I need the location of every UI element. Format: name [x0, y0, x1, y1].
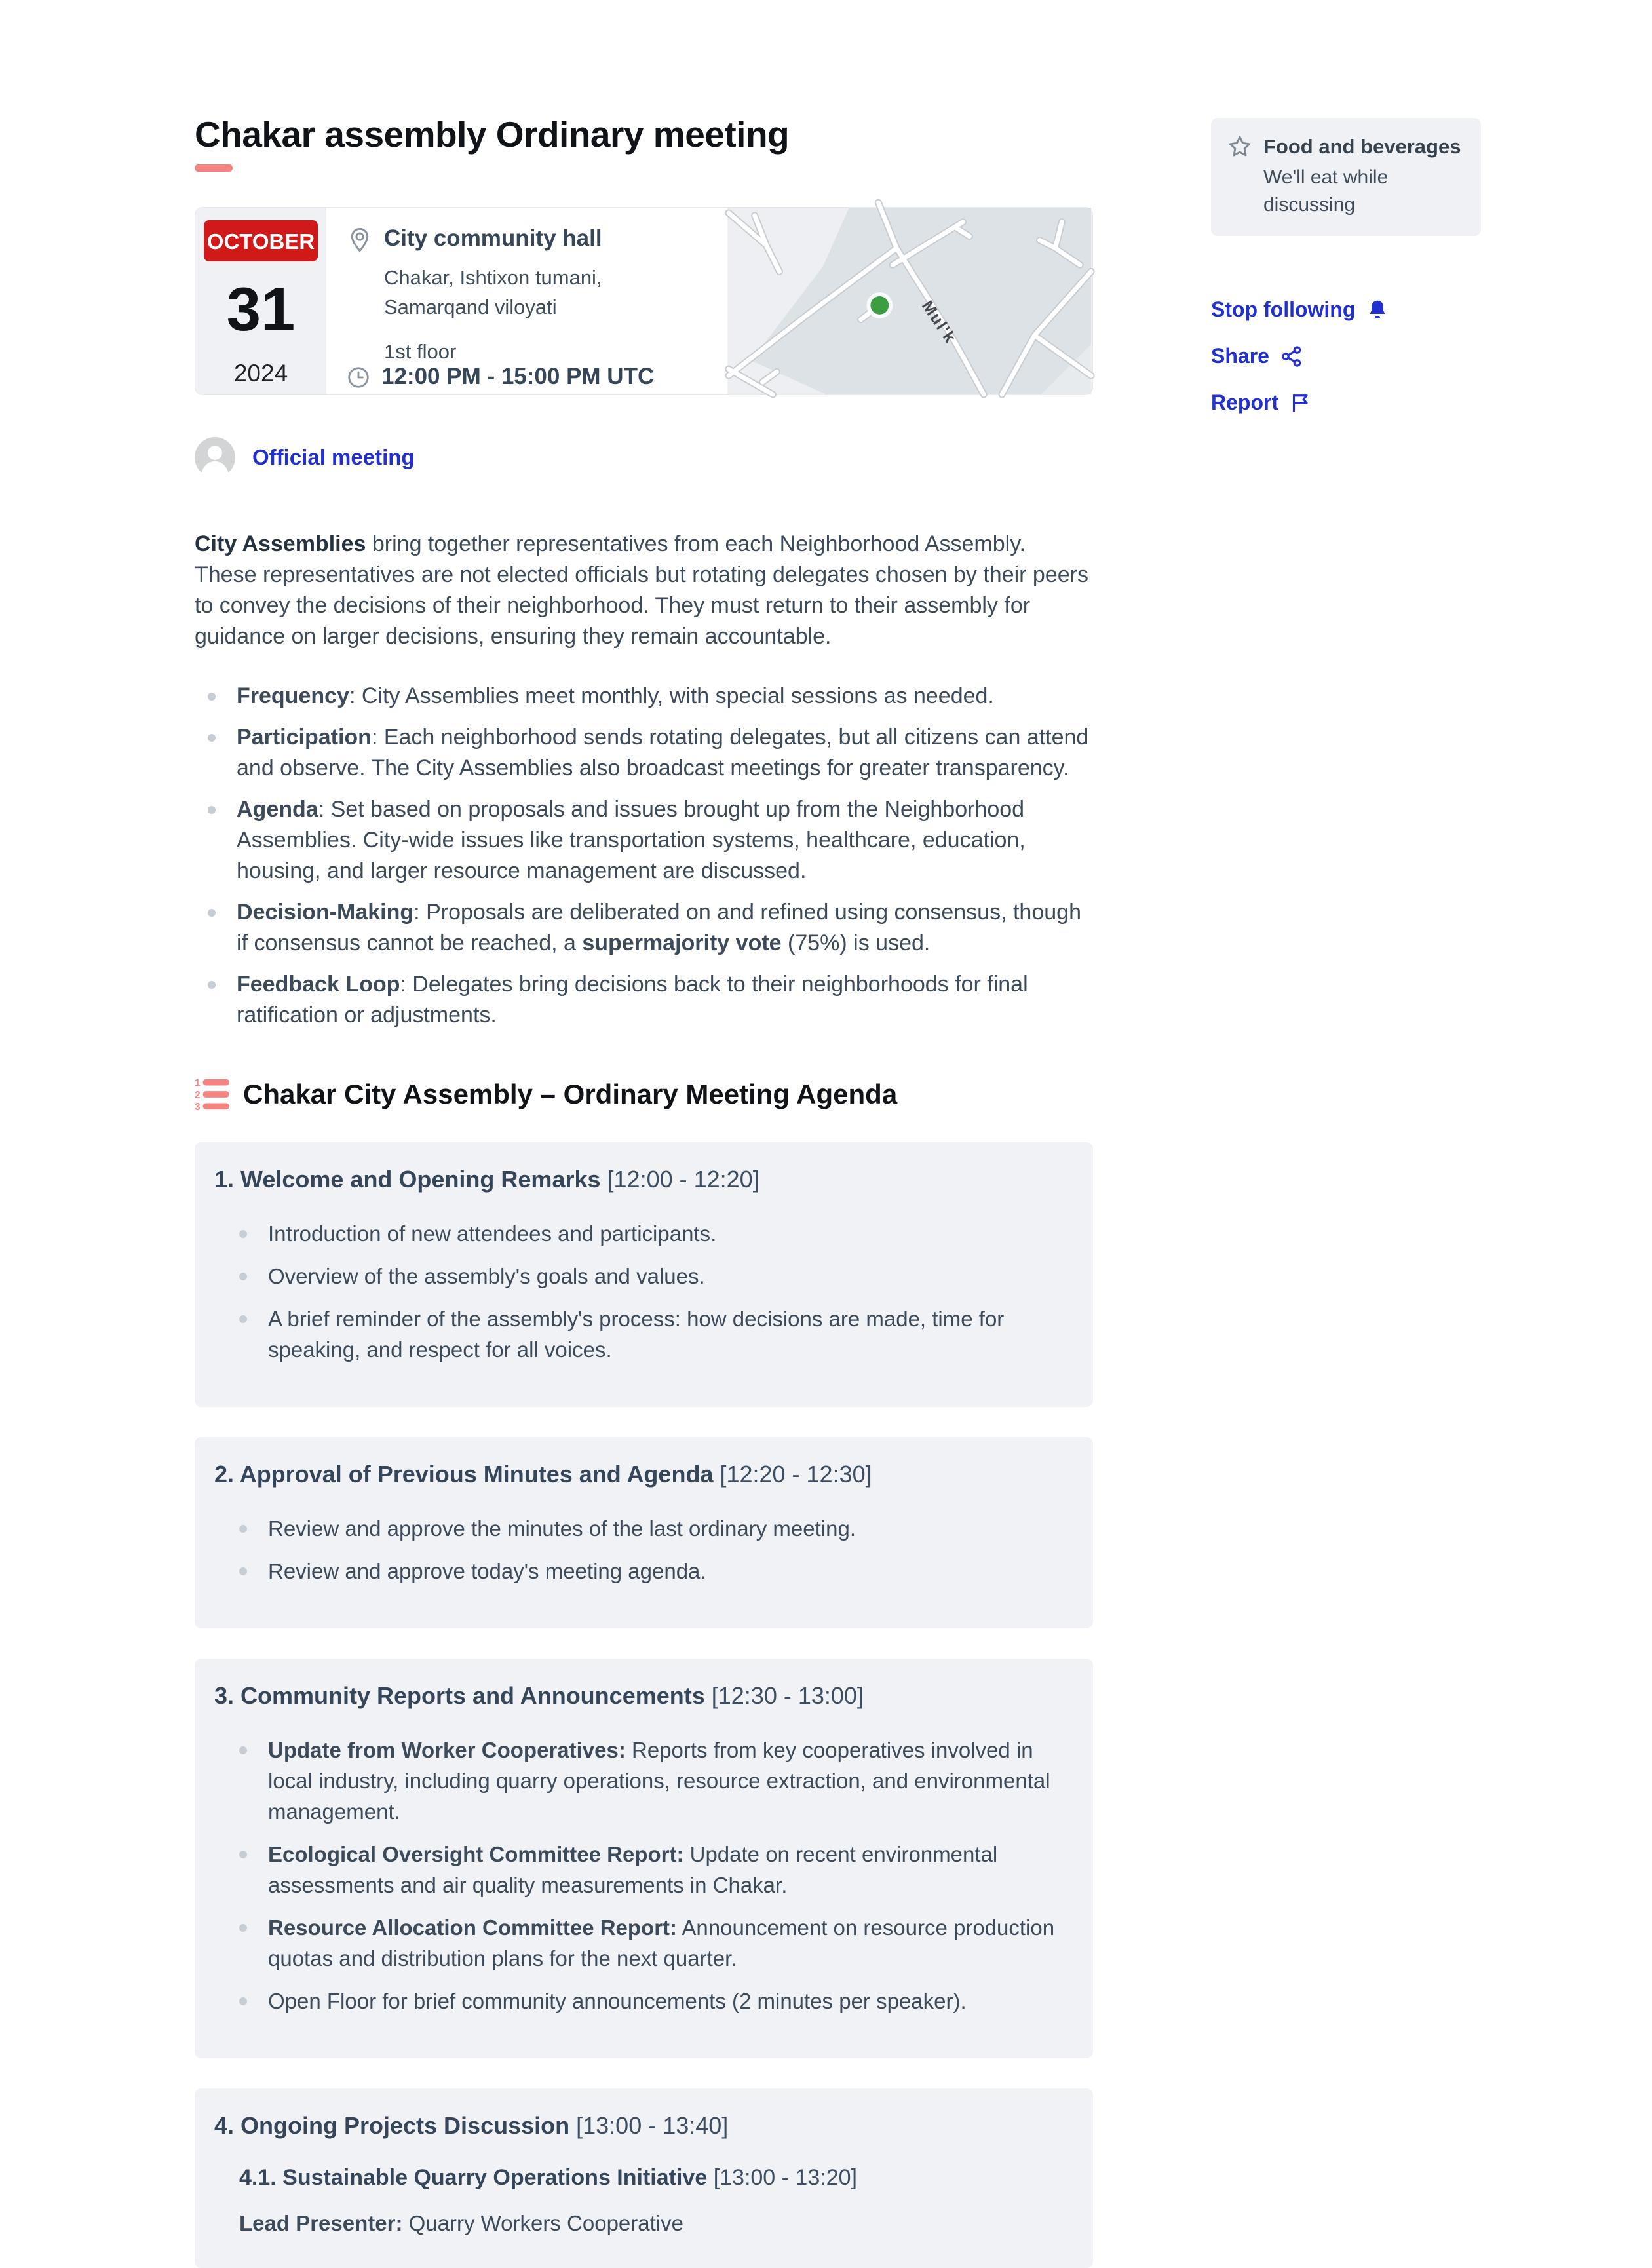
- clock-icon: [346, 365, 371, 390]
- section-title-text: 2. Approval of Previous Minutes and Agenda: [214, 1461, 720, 1488]
- sidebar-actions: [1211, 298, 1481, 415]
- section-time: [12:00 - 12:20]: [607, 1166, 759, 1193]
- share-button[interactable]: [1211, 344, 1303, 368]
- agenda-item: [255, 1912, 1060, 1974]
- date-day: 31: [226, 275, 296, 343]
- ordered-list-icon: [195, 1077, 230, 1112]
- text: : Each neighborhood sends rotating delegates, but all citizens can attend and observe. The City Assemblies also broadcast meetings for greater transparency.: [237, 725, 1089, 780]
- agenda-item: [255, 1986, 1060, 2016]
- title-underline: [195, 164, 233, 172]
- sidebar: [1211, 118, 1481, 415]
- agenda-subsection-title: [239, 2163, 1060, 2192]
- svg-text:2: 2: [195, 1089, 201, 1101]
- agenda-item: [255, 1839, 1060, 1900]
- description-intro: [195, 529, 1093, 652]
- agenda-heading: Chakar City Assembly – Ordinary Meeting Agenda: [243, 1079, 898, 1109]
- text: Review and approve the minutes of the last ordinary meeting.: [268, 1516, 856, 1541]
- metadata-note: We'll eat while discussing: [1263, 166, 1389, 216]
- subsection-title-text: 4.1. Sustainable Quarry Operations Initiative: [239, 2165, 714, 2190]
- stop-following-button[interactable]: [1211, 298, 1389, 322]
- flag-icon: [1289, 391, 1313, 415]
- svg-text:1: 1: [195, 1077, 201, 1089]
- agenda-section-title: [214, 1164, 1060, 1195]
- venue-floor: 1st floor: [384, 340, 457, 363]
- agenda-item: [255, 1218, 1060, 1249]
- agenda-section-title: [214, 1459, 1060, 1490]
- agenda-sections: [195, 1142, 1093, 2268]
- bold-text: Participation: [237, 725, 372, 750]
- metadata-title: Food and beverages: [1263, 135, 1461, 158]
- agenda-item-list: [214, 1735, 1060, 2016]
- text: Quarry Workers Cooperative: [402, 2211, 683, 2235]
- bold-text: Resource Allocation Committee Report:: [268, 1915, 678, 1940]
- event-time-row: [346, 364, 708, 390]
- venue-text: [384, 225, 672, 364]
- bold-text: Feedback Loop: [237, 972, 400, 997]
- agenda-heading-row: [195, 1077, 1093, 1112]
- map-graphic: [727, 208, 1092, 394]
- agenda-item: [255, 1735, 1060, 1827]
- description-bullet: [223, 794, 1093, 887]
- text: Review and approve today's meeting agenda.: [268, 1559, 706, 1583]
- agenda-section-3: [195, 1659, 1093, 2058]
- agenda-item-list: [214, 1218, 1060, 1365]
- location-pin-icon: [346, 226, 374, 254]
- section-title-text: 4. Ongoing Projects Discussion: [214, 2112, 577, 2139]
- date-block: [195, 208, 326, 394]
- venue-name: City community hall: [384, 225, 602, 251]
- subsection-time: [13:00 - 13:20]: [713, 2165, 857, 2190]
- map-thumbnail[interactable]: [727, 208, 1092, 394]
- metadata-card: [1211, 118, 1481, 236]
- text: : Delegates bring decisions back to their neighborhoods for final ratification or adjustments.: [237, 972, 1028, 1028]
- text: (75%) is used.: [781, 931, 931, 955]
- page-title: Chakar assembly Ordinary meeting: [195, 114, 790, 155]
- agenda-section-title: [214, 1681, 1060, 1711]
- text: Announcement on resource production quotas and distribution plans for the next quarter.: [268, 1915, 1055, 1970]
- bold-text: supermajority vote: [582, 931, 782, 955]
- text: Update on recent environmental assessments and air quality measurements in Chakar.: [268, 1842, 998, 1897]
- text: Reports from key cooperatives involved in local industry, including quarry operations, resource extraction, and environmental management.: [268, 1738, 1050, 1824]
- agenda-section-1: [195, 1142, 1093, 1407]
- event-time: 12:00 PM - 15:00 PM UTC: [381, 364, 655, 389]
- organizer-link[interactable]: Official meeting: [252, 445, 415, 469]
- map-marker-dot: [870, 296, 889, 315]
- share-icon: [1280, 345, 1303, 368]
- text: Open Floor for brief community announcements (2 minutes per speaker).: [268, 1989, 967, 2013]
- section-time: [12:30 - 13:00]: [711, 1682, 864, 1709]
- agenda-item: [255, 1303, 1060, 1365]
- text: Overview of the assembly's goals and values.: [268, 1264, 705, 1288]
- svg-text:3: 3: [195, 1102, 201, 1113]
- agenda-section-2: [195, 1437, 1093, 1628]
- agenda-item: [255, 1556, 1060, 1586]
- bell-icon: [1366, 298, 1389, 322]
- description-bullet: [223, 681, 1093, 712]
- text: : City Assemblies meet monthly, with special sessions as needed.: [349, 683, 994, 708]
- description-bullet: [223, 969, 1093, 1031]
- date-month-badge: OCTOBER: [204, 220, 318, 261]
- bold-text: Frequency: [237, 683, 349, 708]
- action-label: Share: [1211, 344, 1269, 368]
- agenda-section-title: [214, 2111, 1060, 2141]
- report-button[interactable]: [1211, 391, 1313, 415]
- subsection-line: [239, 2209, 1060, 2238]
- main-column: [195, 113, 1093, 2268]
- avatar[interactable]: [195, 437, 235, 478]
- map-street-label: Mul'k: [917, 298, 959, 347]
- agenda-item-list: [214, 1513, 1060, 1586]
- section-time: [12:20 - 12:30]: [720, 1461, 872, 1488]
- agenda-item: [255, 1513, 1060, 1544]
- action-label: Report: [1211, 391, 1279, 414]
- date-year: 2024: [233, 360, 288, 387]
- event-card: [195, 207, 1093, 395]
- bold-text: Lead Presenter:: [239, 2211, 403, 2235]
- section-time: [13:00 - 13:40]: [576, 2112, 729, 2139]
- bold-text: Decision-Making: [237, 900, 414, 925]
- text: bring together representatives from each Neighborhood Assembly. These representatives are not elected officials but rotating delegates chosen by their peers to convey the decisions of their neighborhood. They must return to their assembly for guidance on larger decisions, ensuring they remain accountable.: [195, 531, 1088, 649]
- section-title-text: 3. Community Reports and Announcements: [214, 1682, 712, 1709]
- text: : Set based on proposals and issues brought up from the Neighborhood Assemblies. City-wide issues like transportation systems, healthcare, education, housing, and larger resource management are discussed.: [237, 797, 1026, 883]
- bold-text: City Assemblies: [195, 531, 366, 556]
- description-bullet: [223, 897, 1093, 959]
- venue-address: Chakar, Ishtixon tumani, Samarqand viloyati: [384, 266, 602, 318]
- text: Introduction of new attendees and participants.: [268, 1221, 717, 1246]
- organizer-row: [195, 437, 1093, 478]
- section-title-text: 1. Welcome and Opening Remarks: [214, 1166, 607, 1193]
- agenda-item: [255, 1261, 1060, 1292]
- bold-text: Agenda: [237, 797, 318, 822]
- text: A brief reminder of the assembly's process: how decisions are made, time for speaking, and respect for all voices.: [268, 1307, 1005, 1362]
- text: : Proposals are deliberated on and refined using consensus, though if consensus cannot be reached, a: [237, 900, 1081, 955]
- description-bullet-list: [195, 681, 1093, 1031]
- action-label: Stop following: [1211, 298, 1356, 321]
- venue-block: [326, 208, 727, 394]
- bold-text: Ecological Oversight Committee Report:: [268, 1842, 684, 1866]
- description-bullet: [223, 722, 1093, 784]
- bold-text: Update from Worker Cooperatives:: [268, 1738, 626, 1762]
- agenda-section-4: [195, 2088, 1093, 2268]
- star-icon: [1227, 134, 1253, 160]
